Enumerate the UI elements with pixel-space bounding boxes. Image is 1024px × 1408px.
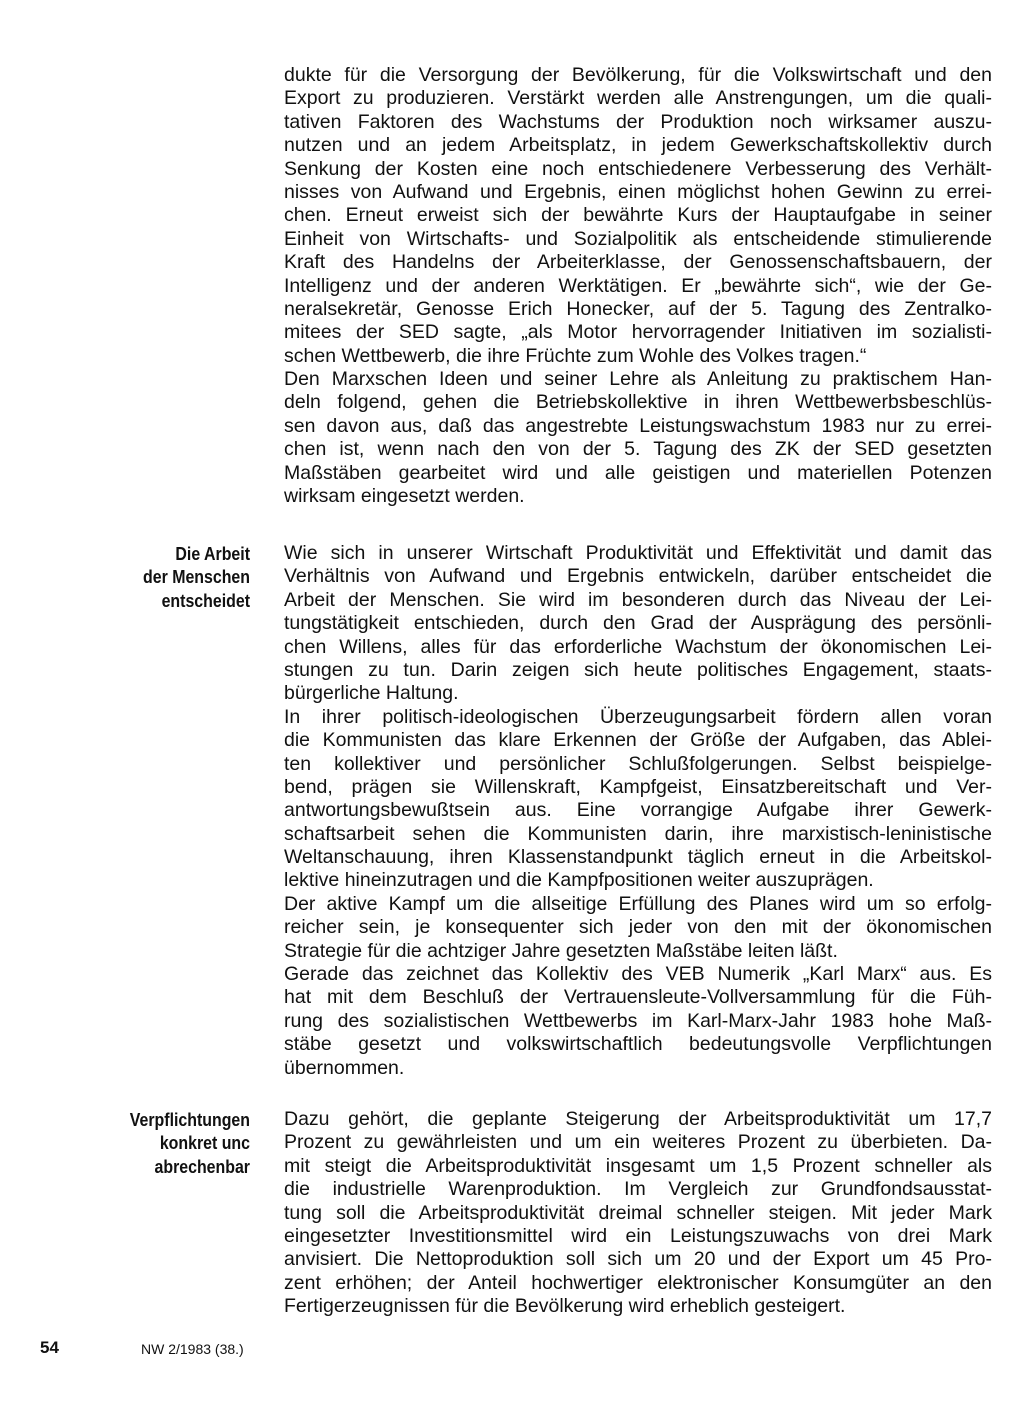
text-line: Dazu gehört, die geplante Steigerung der Arbeitsproduktivität um 17,7 <box>284 1108 992 1130</box>
text-line: nutzen und an jedem Arbeitsplatz, in jedem Gewerkschaftskollektiv durch <box>284 134 992 157</box>
text-line: stungen zu tun. Darin zeigen sich heute politisches Engagement, staats- <box>284 658 992 681</box>
text-line: hat mit dem Beschluß der Vertrauensleute-Vollversammlung für die Füh- <box>284 986 992 1009</box>
text-line: Einheit von Wirtschafts- und Sozialpolitik als entscheidende stimulierende <box>284 227 992 250</box>
text-line: sen davon aus, daß das angestrebte Leistungswachstum 1983 nur zu errei- <box>284 414 992 437</box>
text-line: die industrielle Warenproduktion. Im Vergleich zur Grundfondsausstat- <box>284 1178 992 1201</box>
heading-line: abrechenbar <box>154 1155 250 1177</box>
text-line: Prozent zu gewährleisten und um ein weiteres Prozent zu überbieten. Da- <box>284 1131 992 1154</box>
page-number: 54 <box>40 1338 59 1357</box>
heading-line: entscheidet <box>161 589 250 611</box>
paragraph-block-1 <box>284 64 992 508</box>
heading-line: der Menschen <box>143 566 250 588</box>
text-line: antwortungsbewußtsein aus. Eine vorrangige Aufgabe ihrer Gewerk- <box>284 799 992 822</box>
section-heading-verpflichtungen <box>78 1108 250 1178</box>
text-line: mitees der SED sagte, „als Motor hervorragender Initiativen im sozialisti- <box>284 321 992 344</box>
text-line: wirksam eingesetzt werden. <box>284 485 525 508</box>
text-line: tungstätigkeit entschieden, durch den Grad der Ausprägung des persönli- <box>284 612 992 635</box>
text-line: mit steigt die Arbeitsproduktivität insgesamt um 1,5 Prozent schneller als <box>284 1154 992 1177</box>
text-line: chen Willens, alles für das erforderliche Wachstum der ökonomischen Lei- <box>284 635 992 658</box>
text-line: rung des sozialistischen Wettbewerbs im Karl-Marx-Jahr 1983 hohe Maß- <box>284 1009 992 1032</box>
text-line: In ihrer politisch-ideologischen Überzeugungsarbeit fördern allen voran <box>284 705 992 728</box>
text-line: Wie sich in unserer Wirtschaft Produktivität und Effektivität und damit das <box>284 542 992 564</box>
text-line: Arbeit der Menschen. Sie wird im besonderen durch das Niveau der Lei- <box>284 588 992 611</box>
text-line: eingesetzter Investitionsmittel wird ein Leistungszuwachs von drei Mark <box>284 1224 992 1247</box>
text-line: stäbe gesetzt und volkswirtschaftlich bedeutungsvolle Verpflichtungen <box>284 1033 992 1056</box>
text-line: Weltanschauung, ihren Klassenstandpunkt täglich erneut in die Arbeitskol- <box>284 846 992 869</box>
text-line: reicher sein, je konsequenter sich jeder von den mit der ökonomischen <box>284 916 992 939</box>
paragraph-block-2 <box>284 542 992 1080</box>
text-line: Senkung der Kosten eine noch entschiedenere Verbesserung des Verhält- <box>284 157 992 180</box>
text-line: bürgerliche Haltung. <box>284 682 459 705</box>
text-line: schen Wettbewerb, die ihre Früchte zum Wohle des Volkes tragen.“ <box>284 344 867 367</box>
text-line: chen. Erneut erweist sich der bewährte Kurs der Hauptaufgabe in seiner <box>284 204 992 227</box>
text-line: bend, prägen sie Willenskraft, Kampfgeist, Einsatzbereitschaft und Ver- <box>284 775 992 798</box>
text-line: nisses von Aufwand und Ergebnis, einen möglichst hohen Gewinn zu errei- <box>284 180 992 203</box>
text-line: lektive hineinzutragen und die Kampfpositionen weiter auszuprägen. <box>284 869 874 892</box>
text-line: ten kollektiver und persönlicher Schlußfolgerungen. Selbst beispielge- <box>284 752 992 775</box>
text-line: neralsekretär, Genosse Erich Honecker, auf der 5. Tagung des Zentralko- <box>284 297 992 320</box>
text-line: tativen Faktoren des Wachstums der Produktion noch wirksamer auszu- <box>284 110 992 133</box>
text-line: deln folgend, gehen die Betriebskollektive in ihren Wettbewerbsbeschlüs- <box>284 391 992 414</box>
text-line: anvisiert. Die Nettoproduktion soll sich um 20 und der Export um 45 Pro- <box>284 1248 992 1271</box>
text-line: übernommen. <box>284 1056 405 1079</box>
text-line: Strategie für die achtziger Jahre gesetzten Maßstäbe leiten läßt. <box>284 939 838 962</box>
text-line: chen ist, wenn nach den von der 5. Tagung des ZK der SED gesetzten <box>284 438 992 461</box>
text-line: Fertigerzeugnissen für die Bevölkerung wird erheblich gesteigert. <box>284 1295 846 1318</box>
text-line: Kraft des Handelns der Arbeiterklasse, der Genossenschaftsbauern, der <box>284 251 992 274</box>
text-line: Den Marxschen Ideen und seiner Lehre als Anleitung zu praktischem Han- <box>284 368 992 391</box>
text-line: schaftsarbeit sehen die Kommunisten darin, ihre marxistisch-leninistische <box>284 822 992 845</box>
journal-reference: NW 2/1983 (38.) <box>141 1341 244 1357</box>
text-line: zent erhöhen; der Anteil hochwertiger elektronischer Konsumgüter an den <box>284 1271 992 1294</box>
text-line: Intelligenz und der anderen Werktätigen. Er „bewährte sich“, wie der Ge- <box>284 274 992 297</box>
text-line: die Kommunisten das klare Erkennen der Größe der Aufgaben, das Ablei- <box>284 729 992 752</box>
text-line: tung soll die Arbeitsproduktivität dreimal schneller steigen. Mit jeder Mark <box>284 1201 992 1224</box>
section-heading-arbeit <box>78 542 250 612</box>
text-line: dukte für die Versorgung der Bevölkerung, für die Volkswirtschaft und den <box>284 64 992 86</box>
heading-line: konkret unc <box>159 1132 250 1154</box>
text-line: Gerade das zeichnet das Kollektiv des VEB Numerik „Karl Marx“ aus. Es <box>284 963 992 986</box>
text-line: Maßstäben gearbeitet wird und alle geistigen und materiellen Potenzen <box>284 461 992 484</box>
text-line: Export zu produzieren. Verstärkt werden alle Anstrengungen, um die quali- <box>284 87 992 110</box>
heading-line: Verpflichtungen <box>129 1109 250 1130</box>
text-line: Verhältnis von Aufwand und Ergebnis entwickeln, darüber entscheidet die <box>284 565 992 588</box>
heading-line: Die Arbeit <box>175 543 250 564</box>
text-line: Der aktive Kampf um die allseitige Erfüllung des Planes wird um so erfolg- <box>284 892 992 915</box>
paragraph-block-3 <box>284 1108 992 1319</box>
